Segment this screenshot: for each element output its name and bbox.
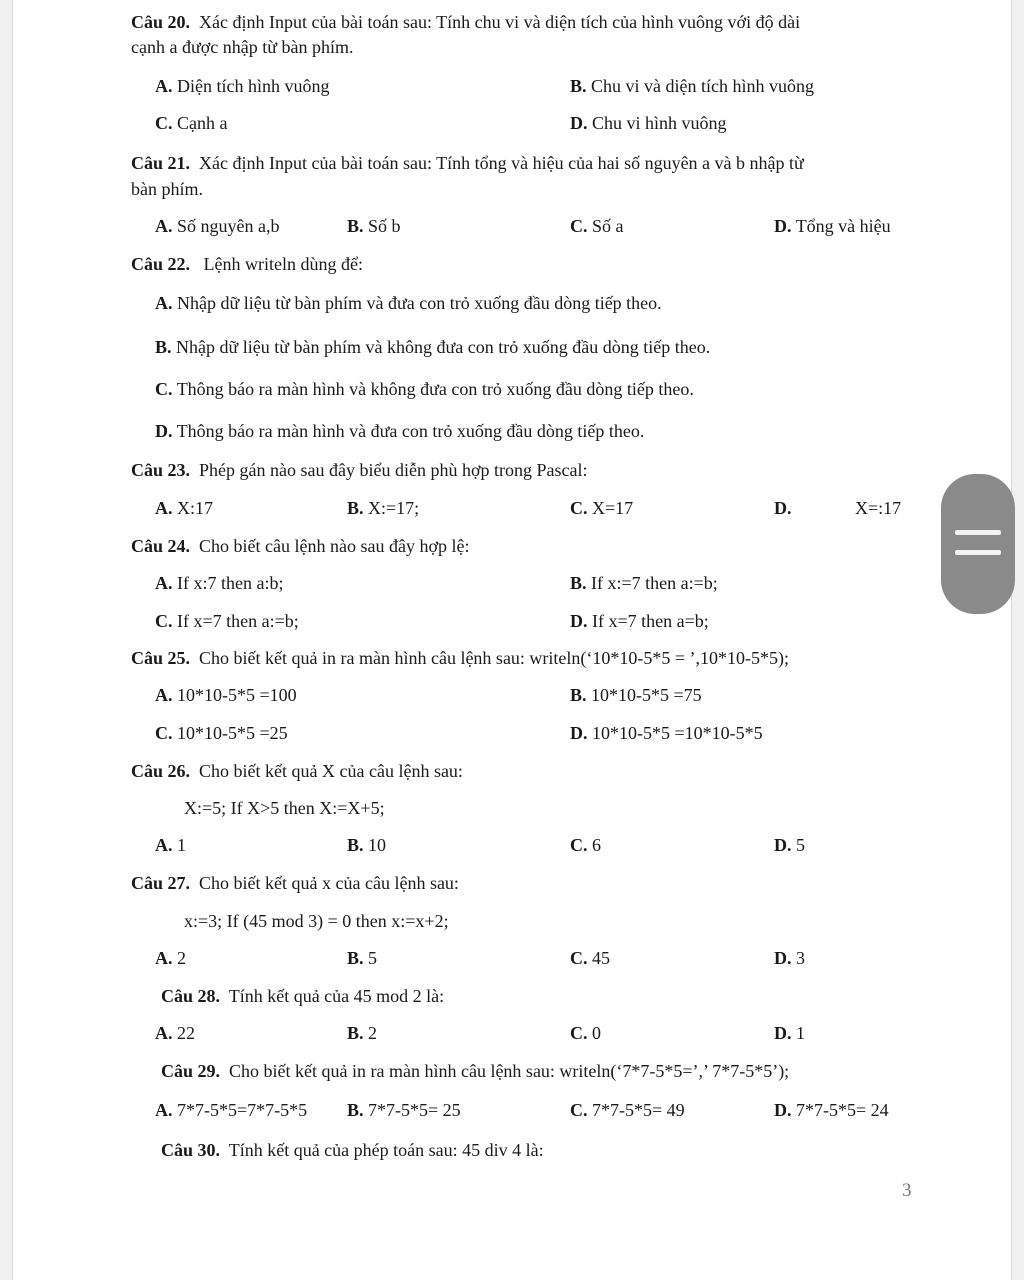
option-26-c: C. 6 xyxy=(570,835,601,855)
option-23-d-letter: D. xyxy=(774,498,792,518)
option-24-b: B. If x:=7 then a:=b; xyxy=(570,573,718,593)
option-20-b: B. Chu vi và diện tích hình vuông xyxy=(570,76,814,96)
option-23-d: X=:17 xyxy=(855,498,902,518)
grip-line-icon xyxy=(955,550,1001,555)
question-23: Câu 23. Phép gán nào sau đây biểu diễn phù hợp trong Pascal: xyxy=(131,460,588,480)
option-29-c: C. 7*7-5*5= 49 xyxy=(570,1100,685,1120)
option-22-b: B. Nhập dữ liệu từ bàn phím và không đưa con trỏ xuống đầu dòng tiếp theo. xyxy=(155,337,711,357)
option-20-c: C. Cạnh a xyxy=(155,113,228,133)
scroll-handle[interactable] xyxy=(941,474,1015,614)
option-20-d: D. Chu vi hình vuông xyxy=(570,113,727,133)
question-20-cont: cạnh a được nhập từ bàn phím. xyxy=(131,37,354,57)
option-21-b: B. Số b xyxy=(347,216,401,236)
option-28-a: A. 22 xyxy=(155,1023,195,1043)
option-23-b: B. X:=17; xyxy=(347,498,420,518)
code-27: x:=3; If (45 mod 3) = 0 then x:=x+2; xyxy=(184,911,449,931)
question-21-cont: bàn phím. xyxy=(131,179,203,199)
option-23-c: C. X=17 xyxy=(570,498,634,518)
option-21-c: C. Số a xyxy=(570,216,624,236)
option-28-c: C. 0 xyxy=(570,1023,601,1043)
option-24-d: D. If x=7 then a=b; xyxy=(570,611,709,631)
question-26: Câu 26. Cho biết kết quả X của câu lệnh sau: xyxy=(131,761,463,781)
option-28-d: D. 1 xyxy=(774,1023,805,1043)
question-24: Câu 24. Cho biết câu lệnh nào sau đây hợp lệ: xyxy=(131,536,470,556)
option-27-d: D. 3 xyxy=(774,948,805,968)
question-21: Câu 21. Xác định Input của bài toán sau: Tính tổng và hiệu của hai số nguyên a và b nhập từ xyxy=(131,153,804,173)
option-21-d: D. Tổng và hiệu xyxy=(774,216,891,236)
option-26-b: B. 10 xyxy=(347,835,387,855)
question-27: Câu 27. Cho biết kết quả x của câu lệnh sau: xyxy=(131,873,459,893)
option-24-c: C. If x=7 then a:=b; xyxy=(155,611,299,631)
option-26-d: D. 5 xyxy=(774,835,805,855)
option-24-a: A. If x:7 then a:b; xyxy=(155,573,284,593)
question-30: Câu 30. Tính kết quả của phép toán sau: 45 div 4 là: xyxy=(161,1140,544,1160)
option-22-a: A. Nhập dữ liệu từ bàn phím và đưa con trỏ xuống đầu dòng tiếp theo. xyxy=(155,293,662,313)
option-29-d: D. 7*7-5*5= 24 xyxy=(774,1100,889,1120)
option-21-a: A. Số nguyên a,b xyxy=(155,216,280,236)
grip-line-icon xyxy=(955,530,1001,535)
option-25-a: A. 10*10-5*5 =100 xyxy=(155,685,297,705)
option-26-a: A. 1 xyxy=(155,835,186,855)
question-22: Câu 22. Lệnh writeln dùng để: xyxy=(131,254,363,274)
option-29-b: B. 7*7-5*5= 25 xyxy=(347,1100,461,1120)
option-22-d: D. Thông báo ra màn hình và đưa con trỏ xuống đầu dòng tiếp theo. xyxy=(155,421,645,441)
option-27-b: B. 5 xyxy=(347,948,378,968)
option-27-a: A. 2 xyxy=(155,948,186,968)
question-20: Câu 20. Xác định Input của bài toán sau: Tính chu vi và diện tích của hình vuông với độ dài xyxy=(131,12,801,32)
question-25: Câu 25. Cho biết kết quả in ra màn hình câu lệnh sau: writeln(‘10*10-5*5 = ’,10*10-5*5); xyxy=(131,648,790,668)
option-23-a: A. X:17 xyxy=(155,498,213,518)
question-28: Câu 28. Tính kết quả của 45 mod 2 là: xyxy=(161,986,445,1006)
option-27-c: C. 45 xyxy=(570,948,610,968)
option-25-c: C. 10*10-5*5 =25 xyxy=(155,723,288,743)
option-28-b: B. 2 xyxy=(347,1023,378,1043)
option-20-a: A. Diện tích hình vuông xyxy=(155,76,330,96)
question-29: Câu 29. Cho biết kết quả in ra màn hình câu lệnh sau: writeln(‘7*7-5*5=’,’ 7*7-5*5’); xyxy=(161,1061,790,1081)
option-25-d: D. 10*10-5*5 =10*10-5*5 xyxy=(570,723,763,743)
option-25-b: B. 10*10-5*5 =75 xyxy=(570,685,702,705)
page-number: 3 xyxy=(902,1180,912,1201)
option-22-c: C. Thông báo ra màn hình và không đưa con trỏ xuống đầu dòng tiếp theo. xyxy=(155,379,694,399)
option-29-a: A. 7*7-5*5=7*7-5*5 xyxy=(155,1100,308,1120)
code-26: X:=5; If X>5 then X:=X+5; xyxy=(184,798,385,818)
